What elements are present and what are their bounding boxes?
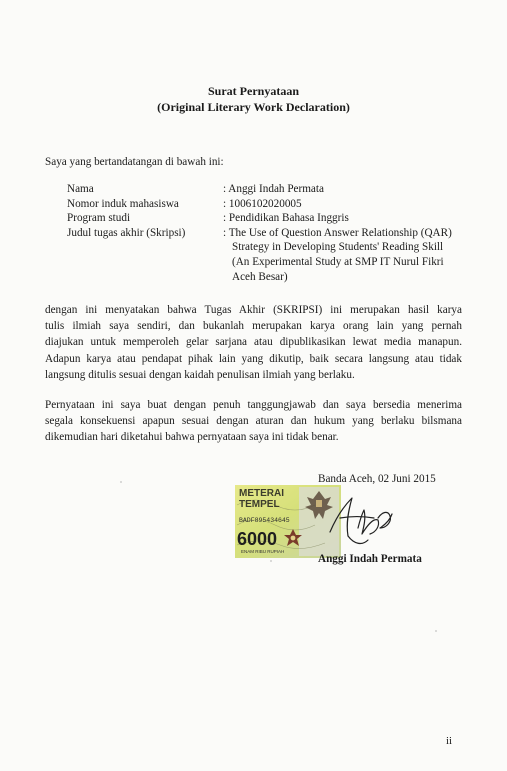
student-id-value: : 1006102020005 [223, 197, 302, 210]
page-number: ii [446, 735, 453, 747]
scan-speck [270, 560, 272, 562]
signer-name: Anggi Indah Permata [318, 553, 422, 565]
svg-text:BADF895434645: BADF895434645 [239, 517, 290, 524]
handwritten-signature [318, 488, 402, 548]
declaration-line: tulis ilmiah saya sendiri, dan bukanlah merupakan karya orang lain yang pernah [45, 320, 462, 333]
program-value: : Pendidikan Bahasa Inggris [223, 212, 349, 225]
declaration-line: Adapun karya atau pendapat pihak lain yang dikutip, baik secara langsung atau tidak [45, 352, 462, 365]
declaration-line: dengan ini menyatakan bahwa Tugas Akhir (SKRIPSI) ini merupakan hasil karya [45, 304, 462, 316]
place-date: Banda Aceh, 02 Juni 2015 [318, 473, 436, 485]
thesis-title-value-line-4: Aceh Besar) [232, 270, 288, 283]
declaration-line: langsung ditulis sesuai dengan kaidah penulisan ilmiah yang berlaku. [45, 368, 355, 381]
responsibility-line: dikemudian hari diketahui bahwa pernyataan saya ini tidak benar. [45, 431, 339, 444]
student-id-label: Nomor induk mahasiswa [67, 197, 179, 210]
document-subtitle: (Original Literary Work Declaration) [157, 100, 350, 114]
scan-speck [120, 481, 122, 483]
name-label: Nama [67, 183, 94, 195]
svg-text:TEMPEL: TEMPEL [239, 499, 280, 510]
thesis-title-label: Judul tugas akhir (Skripsi) [67, 226, 186, 239]
responsibility-line: segala konsekuensi apapun sesuai dengan aturan dan hukum yang berlaku bilsmana [45, 415, 462, 428]
name-value: : Anggi Indah Permata [223, 183, 324, 195]
svg-text:ENAM RIBU RUPIAH: ENAM RIBU RUPIAH [241, 549, 285, 554]
document-title: Surat Pernyataan [208, 84, 299, 98]
svg-text:METERAI: METERAI [239, 488, 284, 499]
declaration-line: diajukan untuk memperoleh gelar sarjana atau dipublikasikan lewat media manapun. [45, 336, 462, 349]
responsibility-line: Pernyataan ini saya buat dengan penuh tanggungjawab dan saya bersedia menerima [45, 399, 462, 411]
responsibility-paragraph [45, 397, 462, 446]
svg-text:6000: 6000 [237, 529, 278, 549]
program-label: Program studi [67, 212, 131, 225]
thesis-title-value-line-1: : The Use of Question Answer Relationship (QAR) [223, 226, 452, 239]
scan-speck [435, 630, 437, 632]
thesis-title-value-line-2: Strategy in Developing Students' Reading Skill [232, 241, 444, 254]
thesis-title-value-line-3: (An Experimental Study at SMP IT Nurul Fikri [232, 255, 444, 268]
declaration-paragraph [45, 302, 462, 383]
intro-text: Saya yang bertandatangan di bawah ini: [45, 156, 224, 168]
